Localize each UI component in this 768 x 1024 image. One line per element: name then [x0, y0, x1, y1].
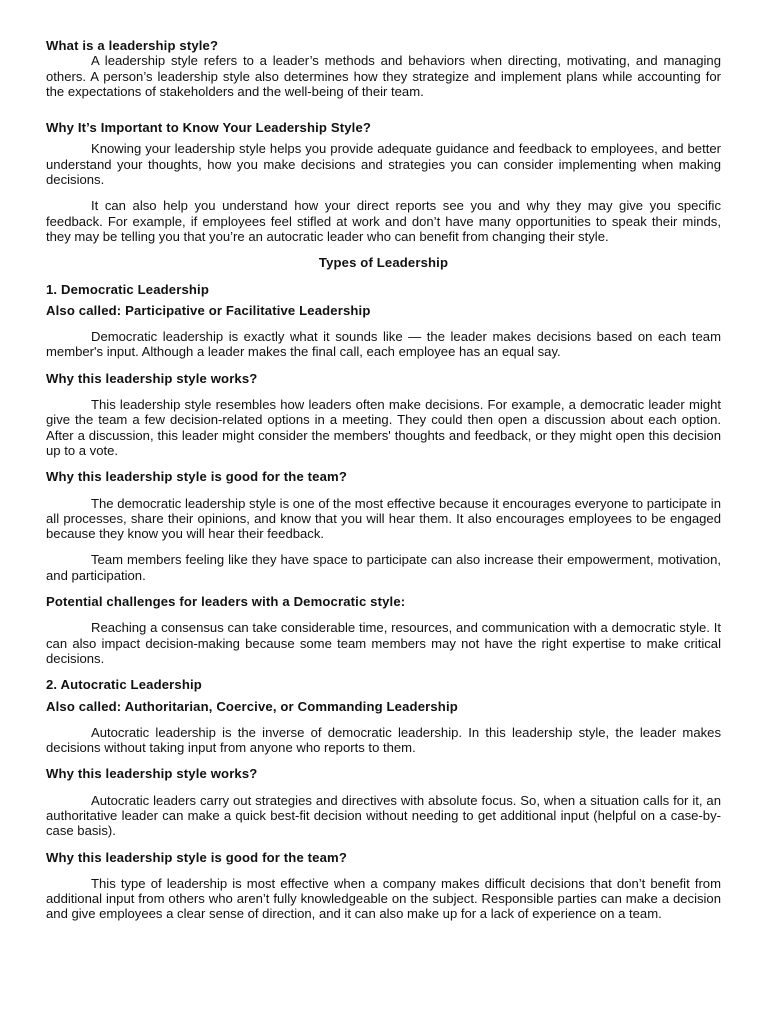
democratic-good-paragraph-2: Team members feeling like they have space to participate can also increase their empowerment, motivation, and participation. [46, 552, 721, 583]
autocratic-works-paragraph: Autocratic leaders carry out strategies and directives with absolute focus. So, when a situation calls for it, an authoritative leader can make a quick best-fit decision without needing to get additional input (helpful on a case-by-case basis). [46, 792, 721, 839]
autocratic-good-paragraph: This type of leadership is most effective when a company makes difficult decisions that don’t benefit from additional input from others who aren’t fully knowledgeable on the subject. Responsible parties can make a decision and give employees a clear sense of direction, and it can also make up for a lack of experience on a team. [46, 875, 721, 922]
democratic-good-heading: Why this leadership style is good for the team? [46, 469, 347, 485]
autocratic-heading: 2. Autocratic Leadership [46, 677, 202, 693]
autocratic-also-called: Also called: Authoritarian, Coercive, or Commanding Leadership [46, 698, 458, 714]
section-heading-importance: Why It’s Important to Know Your Leadership Style? [46, 120, 372, 136]
paragraph-importance-1: Knowing your leadership style helps you provide adequate guidance and feedback to employees, and better understand your thoughts, how you make decisions and strategies you can consider implementing when making decisions. [46, 141, 721, 188]
autocratic-works-heading: Why this leadership style works? [46, 766, 258, 782]
autocratic-good-heading: Why this leadership style is good for the team? [46, 849, 347, 865]
democratic-works-heading: Why this leadership style works? [46, 370, 258, 386]
democratic-challenges-heading: Potential challenges for leaders with a Democratic style: [46, 594, 406, 610]
section-heading-what-is: What is a leadership style? [46, 38, 219, 53]
autocratic-paragraph: Autocratic leadership is the inverse of democratic leadership. In this leadership style, the leader makes decisions without taking input from anyone who reports to them. [46, 724, 721, 756]
types-title: Types of Leadership [318, 255, 449, 271]
paragraph-importance-2: It can also help you understand how your direct reports see you and why they may give you specific feedback. For example, if employees feel stifled at work and don’t have many opportunities to speak their minds, they may be telling you that you’re an autocratic leader who can benefit from changing their style. [46, 198, 721, 244]
paragraph-definition: A leadership style refers to a leader’s methods and behaviors when directing, motivating, and managing others. A person’s leadership style also determines how they strategize and implement plans while accounting for the expectations of stakeholders and the well-being of their team. [46, 53, 721, 99]
democratic-good-paragraph-1: The democratic leadership style is one of the most effective because it encourages everyone to participate in all processes, share their opinions, and know that you will hear them. It also encourages employees to be engaged because they know you will hear their feedback. [46, 495, 721, 542]
democratic-also-called: Also called: Participative or Facilitative Leadership [46, 302, 371, 318]
document-page [46, 38, 721, 922]
democratic-works-paragraph: This leadership style resembles how leaders often make decisions. For example, a democratic leader might give the team a few decision-related options in a meeting. They could then open a discussion about each option. After a discussion, this leader might consider the members' thoughts and feedback, or they might open this decision up to a vote. [46, 397, 721, 458]
democratic-challenges-paragraph: Reaching a consensus can take considerable time, resources, and communication with a democratic style. It can also impact decision-making because some team members may not have the right expertise to make critical decisions. [46, 620, 721, 666]
democratic-heading: 1. Democratic Leadership [46, 281, 209, 297]
democratic-paragraph: Democratic leadership is exactly what it sounds like — the leader makes decisions based on each team member's input. Although a leader makes the final call, each employee has an equal say. [46, 329, 721, 360]
